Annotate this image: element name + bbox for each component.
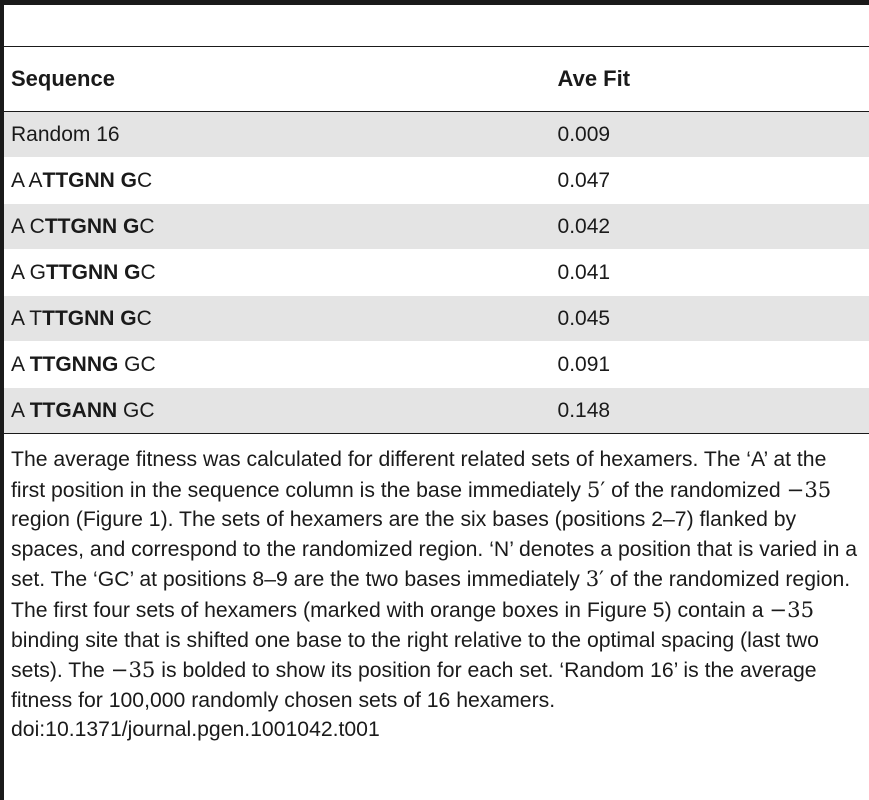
footnote-math: −35 <box>769 596 815 622</box>
sequence-bold-segment: TTGNN G <box>42 306 137 330</box>
cell-ave-fit: 0.042 <box>557 214 611 238</box>
table-row <box>4 342 869 388</box>
cell-sequence <box>4 112 551 158</box>
sequence-bold-segment: TTGNNG <box>29 352 119 376</box>
fitness-table <box>4 46 869 434</box>
sequence-segment: A <box>11 352 30 376</box>
header-sequence: Sequence <box>11 66 115 91</box>
table-row <box>4 296 869 342</box>
cell-sequence <box>4 158 551 204</box>
table-row <box>4 388 869 434</box>
cell-ave-fit: 0.091 <box>557 352 611 376</box>
cell-sequence <box>4 204 551 250</box>
footnote-math: −35 <box>110 657 156 683</box>
sequence-segment: Random 16 <box>11 122 120 146</box>
footnote-text: region (Figure 1). The sets of hexamers are the six bases (positions 2–7) flanked by spaces, and correspond to the randomized region. ‘N’ denotes a position that is varied in a set. The ‘GC’ at positions 8–9 are the two bases immediately <box>11 508 858 592</box>
sequence-segment: A <box>11 398 30 422</box>
footnote-text: The average fitness was calculated for different related sets of hexamers. The ‘A’ at the first position in the sequence column is the base immediately <box>11 448 827 502</box>
footnote-text: of the randomized <box>605 478 787 502</box>
sequence-segment: A A <box>11 168 43 192</box>
table-body <box>4 112 869 434</box>
header-ave-fit: Ave Fit <box>557 66 631 91</box>
cell-ave-fit: 0.047 <box>557 168 611 192</box>
sequence-bold-segment: TTGNN G <box>44 214 140 238</box>
sequence-segment: GC <box>118 352 156 376</box>
table-footnote <box>11 445 861 745</box>
cell-ave-fit: 0.009 <box>557 122 611 146</box>
cell-sequence <box>4 342 551 388</box>
footnote-text: binding site that is shifted one base to the right relative to the optimal spacing (last two sets). The <box>11 628 819 683</box>
table-row <box>4 112 869 158</box>
top-border-rule <box>0 0 869 5</box>
cell-ave-fit: 0.148 <box>557 398 611 422</box>
cell-ave-fit: 0.045 <box>557 306 611 330</box>
sequence-bold-segment: TTGNN G <box>46 260 141 284</box>
sequence-bold-segment: TTGANN <box>29 398 118 422</box>
table-header-row <box>4 47 869 112</box>
footnote-math: 3′ <box>585 566 604 592</box>
sequence-segment: A G <box>11 260 47 284</box>
footnote-math: −35 <box>786 476 832 502</box>
sequence-bold-segment: TTGNN G <box>42 168 138 192</box>
footnote-math: 5′ <box>586 476 606 502</box>
cell-sequence <box>4 250 551 296</box>
footnote-text: of the randomized region. The first four sets of hexamers (marked with orange boxes in Figure 5) contain a <box>11 568 851 622</box>
sequence-segment: C <box>136 306 152 330</box>
sequence-segment: A C <box>11 214 45 238</box>
sequence-segment: A T <box>11 306 43 330</box>
table-row <box>4 204 869 250</box>
cell-sequence <box>4 388 551 434</box>
table-container <box>4 46 869 434</box>
footnote-text: is bolded to show its position for each set. ‘Random 16’ is the average fitness for 100,000 randomly chosen sets of 16 hexamers. <box>11 659 817 712</box>
sequence-segment: GC <box>117 398 155 422</box>
cell-ave-fit: 0.041 <box>557 260 611 284</box>
doi-link-text: doi:10.1371/journal.pgen.1001042.t001 <box>11 718 380 742</box>
sequence-segment: C <box>139 214 155 238</box>
table-row <box>4 250 869 296</box>
cell-sequence <box>4 296 551 342</box>
sequence-segment: C <box>140 260 156 284</box>
table-row <box>4 158 869 204</box>
sequence-segment: C <box>137 168 153 192</box>
